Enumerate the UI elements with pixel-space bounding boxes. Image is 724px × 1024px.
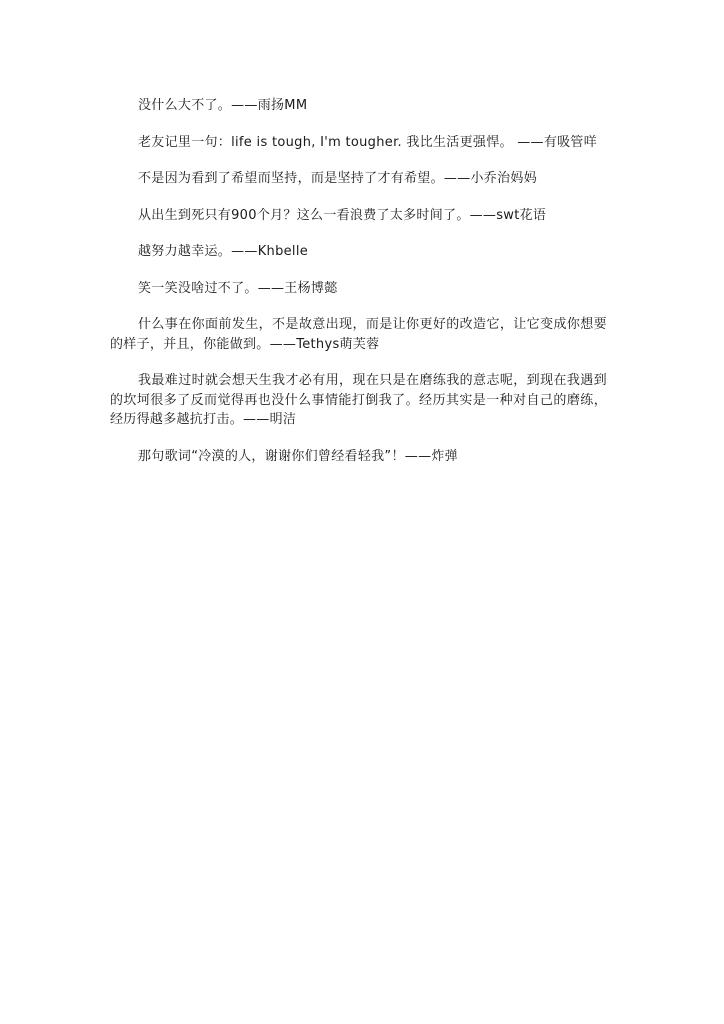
quote-paragraph: 越努力越幸运。——Khbelle: [138, 244, 309, 259]
quote-paragraph: 老友记里一句：life is tough, I'm tougher. 我比生活更强悍。 ——有吸管咩: [138, 134, 598, 150]
quote-paragraph: 没什么大不了。——雨扬MM: [138, 98, 308, 113]
quote-paragraph: 笑一笑没啥过不了。——王杨博懿: [138, 280, 338, 296]
quote-paragraph: 我最难过时就会想天生我才必有用，现在只是在磨练我的意志呢，到现在我遇到的坎坷很多了反而觉得再也没什么事情能打倒我了。经历其实是一种对自己的磨练，经历得越多越抗打击。——明洁: [110, 373, 607, 427]
quote-paragraph: 从出生到死只有900个月？这么一看浪费了太多时间了。——swt花语: [138, 207, 547, 223]
quote-paragraph: 不是因为看到了希望而坚持，而是坚持了才有希望。——小乔治妈妈: [138, 171, 538, 186]
document-page: [110, 96, 607, 483]
quote-paragraph: 什么事在你面前发生，不是故意出现，而是让你更好的改造它，让它变成你想要的样子，并且，你能做到。——Tethys萌芙蓉: [110, 317, 607, 352]
quote-paragraph: 那句歌词“冷漠的人，谢谢你们曾经看轻我”！——炸弹: [138, 448, 458, 464]
